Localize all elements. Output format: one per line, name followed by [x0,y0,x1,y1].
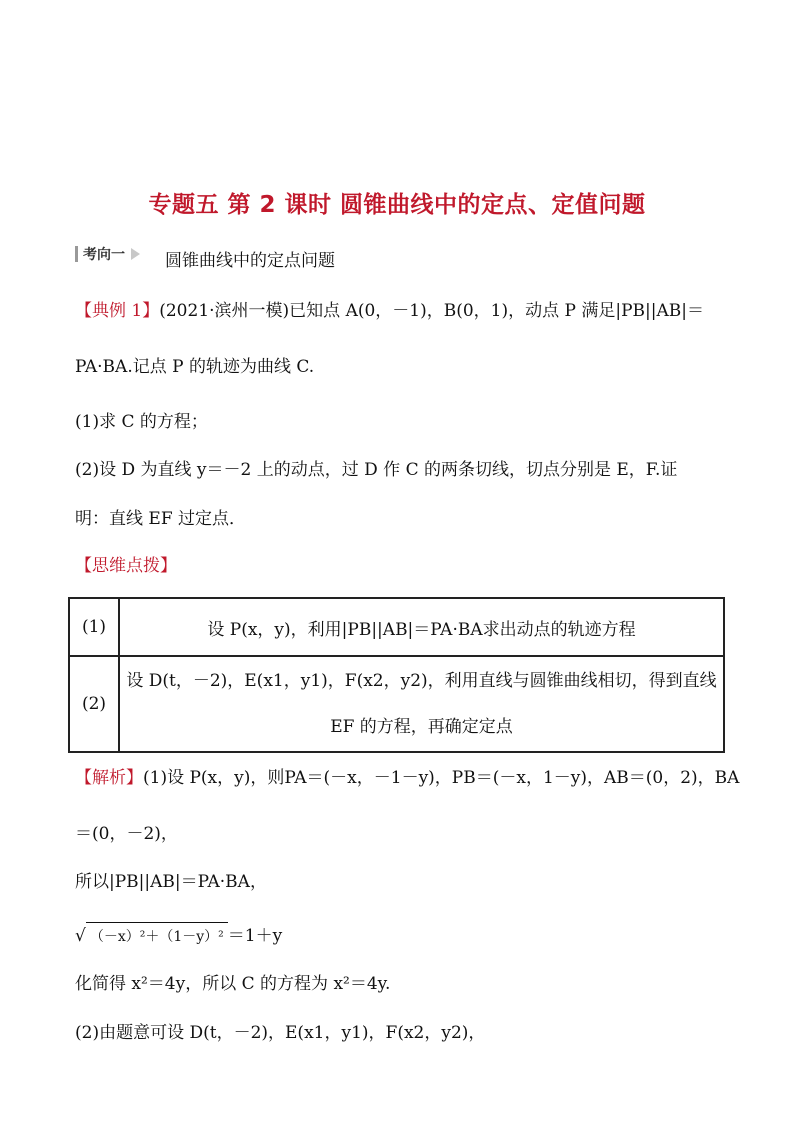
example-text-1: (2021·滨州一模)已知点 A(0，－1)，B(0，1)，动点 P 满足|PB||AB|＝ [159,301,704,321]
example-line-2: PA·BA.记点 P 的轨迹为曲线 C. [75,357,315,377]
section-tag [75,243,140,265]
row-text-line-2: EF 的方程，再确定定点 [330,717,513,737]
row-text: 设 P(x，y)，利用|PB||AB|＝PA·BA求出动点的轨迹方程 [119,598,724,656]
sqrt-sign: √ [75,926,86,946]
solution-line-3: 所以|PB||AB|＝PA·BA， [75,872,267,892]
solution-line-4 [75,922,282,949]
question-2a: (2)设 D 为直线 y＝－2 上的动点，过 D 作 C 的两条切线，切点分别是 E，F.证 [75,460,678,480]
table-row [69,656,724,752]
section-title: 圆锥曲线中的定点问题 [165,251,335,271]
thinking-label: 【思维点拨】 [75,556,177,576]
triangle-icon [131,248,140,260]
solution-line-6: (2)由题意可设 D(t，－2)，E(x1，y1)，F(x2，y2)， [75,1023,486,1043]
sqrt-radicand: （－x）²＋（1－y）² [86,922,228,949]
example-line-1 [75,299,704,323]
thinking-table [68,597,725,753]
question-2b: 明：直线 EF 过定点． [75,509,247,529]
row-number: (1) [69,598,119,656]
table-row [69,598,724,656]
solution-line-1 [75,766,739,790]
solution-line-2: ＝(0，－2)， [75,824,178,844]
solution-text-1: (1)设 P(x，y)，则PA＝(－x，－1－y)，PB＝(－x，1－y)，AB＝(0，2)，BA [143,768,740,788]
section-tag-label: 考向一 [83,247,125,263]
row-number: (2) [69,656,119,752]
row-text [119,656,724,752]
row-text-line-1: 设 D(t，－2)，E(x1，y1)，F(x2，y2)，利用直线与圆锥曲线相切，得到直线 [126,671,717,691]
example-label: 【典例 1】 [75,301,160,321]
question-1: (1)求 C 的方程； [75,412,208,432]
solution-line-5: 化简得 x²＝4y，所以 C 的方程为 x²＝4y. [75,974,391,994]
solution-label: 【解析】 [75,768,143,788]
tag-bar [75,246,78,262]
page-title: 专题五 第 2 课时 圆锥曲线中的定点、定值问题 [148,192,646,218]
equation-rhs: ＝1＋y [227,926,283,946]
